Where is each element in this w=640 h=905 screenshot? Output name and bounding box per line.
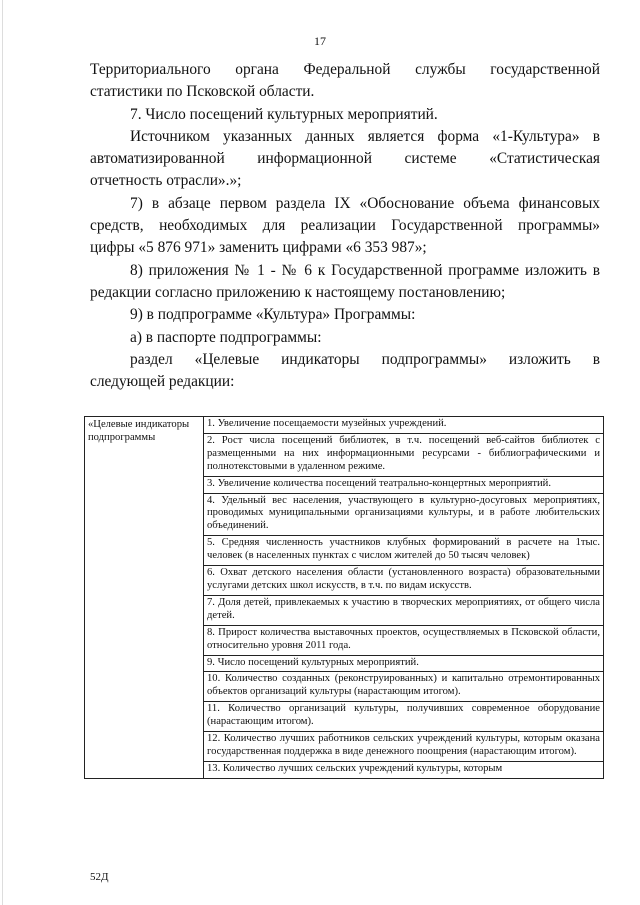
paragraph-line: цифры «5 876 971» заменить цифрами «6 353 987»;	[90, 239, 427, 257]
indicator-item: 4. Удельный вес населения, участвующего в культурно-досуговых мероприятиях, проводимых муниципальными организациями культуры, и в работе любительских объединений.	[204, 494, 603, 537]
paragraph-line: раздел «Целевые индикаторы подпрограммы» изложить в	[130, 350, 600, 368]
indicators-table	[84, 416, 604, 779]
paragraph-line: 8) приложения № 1 - № 6 к Государственной программе изложить в	[130, 261, 600, 279]
indicator-item: 12. Количество лучших работников сельских учреждений культуры, которым оказана государственная поддержка в виде денежного поощрения (нарастающим итогом).	[204, 732, 603, 762]
paragraph-line: автоматизированной информационной системе «Статистическая	[90, 150, 600, 168]
indicator-item: 6. Охват детского населения области (установленного возраста) образовательными услугами детских школ искусств, в т.ч. по видам искусств.	[204, 566, 603, 596]
paragraph-line: Территориального органа Федеральной службы государственной	[90, 61, 600, 78]
paragraph-line: отчетность отрасли».»;	[90, 172, 242, 190]
paragraph-line: а) в паспорте подпрограммы:	[130, 328, 322, 346]
footer-document-code: 52Д	[90, 871, 109, 883]
indicator-item: 1. Увеличение посещаемости музейных учреждений.	[204, 417, 603, 434]
body-text	[90, 59, 600, 393]
paragraph-line: статистики по Псковской области.	[90, 83, 315, 101]
indicator-item: 2. Рост числа посещений библиотек, в т.ч. посещений веб-сайтов библиотек с размещенными на них информационными ресурсами - библиографическими и полнотекстовыми в удаленном режиме.	[204, 434, 603, 477]
indicator-item: 13. Количество лучших сельских учреждений культуры, которым	[207, 762, 503, 774]
paragraph-line: средств, необходимых для реализации Государственной программы»	[90, 217, 600, 235]
paragraph-line: 9) в подпрограмме «Культура» Программы:	[130, 306, 416, 324]
indicator-item: 7. Доля детей, привлекаемых к участию в творческих мероприятиях, от общего числа детей.	[204, 596, 603, 626]
indicators-label-cell: «Целевые индикаторы подпрограммы	[85, 417, 204, 779]
indicator-item: 8. Прирост количества выставочных проектов, осуществляемых в Псковской области, относительно уровня 2011 года.	[204, 626, 603, 656]
indicator-item: 3. Увеличение количества посещений театрально-концертных мероприятий.	[204, 477, 603, 494]
paragraph-line: 7. Число посещений культурных мероприятий.	[130, 105, 438, 123]
paragraph-line: Источником указанных данных является форма «1-Культура» в	[130, 127, 600, 145]
indicators-list-cell	[204, 417, 604, 779]
paragraph-line: следующей редакции:	[90, 373, 235, 391]
indicator-item: 5. Средняя численность участников клубных формирований в расчете на 1тыс. человек (в населенных пунктах с числом жителей до 50 тысяч человек)	[204, 536, 603, 566]
indicator-item: 9. Число посещений культурных мероприятий.	[204, 656, 603, 673]
scan-edge	[2, 0, 3, 905]
indicator-item: 11. Количество организаций культуры, получивших современное оборудование (нарастающим итогом).	[204, 702, 603, 732]
table-row	[85, 417, 604, 779]
indicator-item: 10. Количество созданных (реконструированных) и капитально отремонтированных объектов организаций культуры (нарастающим итогом).	[204, 672, 603, 702]
page-number: 17	[314, 34, 326, 48]
paragraph-line: 7) в абзаце первом раздела IX «Обоснование объема финансовых	[130, 194, 600, 212]
paragraph-line: редакции согласно приложению к настоящему постановлению;	[90, 283, 506, 301]
